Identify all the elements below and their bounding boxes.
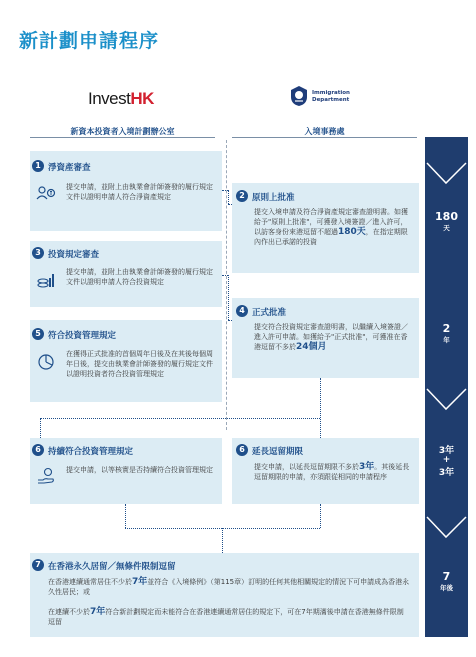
step-6-right-highlight: 3年 — [359, 462, 375, 472]
connector-to-6-right — [320, 378, 321, 438]
step-6-left-box — [30, 438, 222, 504]
step-7-title: 在香港永久居留／無條件限制逗留 — [48, 562, 176, 572]
step-7-line-1-highlight: 7年 — [132, 577, 148, 587]
step-6-right-title: 延長逗留期限 — [252, 447, 304, 457]
step-6-right-number: 6 — [236, 444, 248, 456]
step-7-line-2-pre: 在連續不少於 — [48, 608, 90, 616]
step-4-title: 正式批准 — [252, 308, 287, 318]
column-header-right: 入境事務處 — [304, 127, 345, 136]
step-6-right-box — [232, 438, 419, 504]
step-1-body: 提交申請，並附上由執業會計師簽發的履行規定文件以證明申請人符合淨資產規定 — [66, 183, 213, 201]
investhk-logo-suffix: HK — [130, 89, 154, 108]
step-1-title: 淨資產審查 — [48, 163, 91, 173]
connector-6-left-down — [125, 504, 126, 528]
connector-to-6-left — [40, 418, 41, 438]
timeline-180-unit: 天 — [443, 224, 450, 232]
timeline-7-value: 7 — [442, 570, 451, 583]
timeline-3-first: 3年 — [438, 446, 455, 456]
step-4-highlight: 24個月 — [296, 342, 327, 352]
connector-5-6-h — [40, 418, 320, 419]
step-6-right-body — [254, 462, 414, 482]
connector-to-7 — [222, 528, 223, 553]
connector-6-right-down — [320, 504, 321, 528]
step-2-highlight: 180天 — [338, 227, 366, 237]
pie-chart-icon — [36, 351, 56, 371]
step-2-body — [254, 207, 414, 247]
timeline-label-180days — [425, 210, 468, 232]
step-6-left-body: 提交申請，以等核實是否持續符合投資管理規定 — [66, 466, 213, 474]
step-4-box — [232, 298, 419, 378]
step-1-box — [30, 151, 222, 231]
step-2-box — [232, 183, 419, 273]
step-5-body: 在獲得正式批准的首個周年日後及在其後每個周年日後，提交由執業會計師簽發的履行規定文件以證明投資者符合投資管理規定 — [66, 350, 213, 378]
step-6-left-title: 持續符合投資管理規定 — [48, 447, 134, 457]
timeline-plus: + — [442, 455, 451, 465]
timeline-180-value: 180 — [435, 210, 458, 223]
timeline-label-3plus3 — [425, 443, 468, 478]
step-5-title: 符合投資管理規定 — [48, 331, 117, 341]
column-header-left: 新資本投資者入境計劃辦公室 — [70, 127, 175, 136]
immigration-logo-line2: Department — [312, 97, 350, 103]
step-7-box — [30, 553, 419, 637]
step-7-number: 7 — [32, 559, 44, 571]
timeline-3-second: 3年 — [438, 468, 455, 478]
step-5-box — [30, 320, 222, 402]
timeline-2-value: 2 — [442, 322, 451, 335]
investhk-logo — [88, 89, 154, 109]
step-2-body-post: ，在指定期限內作出已承諾的投資 — [254, 228, 408, 246]
page-title: 新計劃申請程序 — [19, 30, 160, 52]
investhk-logo-prefix: Invest — [88, 89, 131, 108]
step-7-line-2-highlight: 7年 — [90, 607, 106, 617]
timeline-7-unit: 年後 — [440, 584, 453, 592]
connector-3-4-h2 — [228, 320, 232, 321]
step-7-line-2 — [48, 607, 410, 627]
timeline-label-2years — [425, 322, 468, 344]
step-3-body: 提交申請，並附上由執業會計師簽發的履行規定文件以證明申請人符合投資規定 — [66, 268, 213, 286]
connector-1-2-h2 — [228, 204, 232, 205]
column-divider-right — [232, 137, 417, 138]
column-separator — [226, 140, 227, 430]
step-6-right-body-pre: 提交申請，以延長逗留期限不多於 — [254, 463, 359, 471]
step-7-line-2-post: 符合新計劃規定而未能符合在香港連續通常居住的規定下，可在7年期滿後申請在香港無條件限制逗留 — [48, 608, 404, 626]
step-5-number: 5 — [32, 328, 44, 340]
immigration-emblem-icon — [289, 85, 309, 107]
step-3-title: 投資規定審查 — [48, 250, 100, 260]
step-7-line-1-pre: 在香港連續通常居住不少於 — [48, 578, 132, 586]
immigration-logo-line1: Immigration — [312, 90, 350, 96]
coins-chart-icon — [36, 269, 56, 289]
step-3-number: 3 — [32, 247, 44, 259]
step-7-line-1-post: 並符合《入境條例》（第115章）訂明的任何其他相關規定的情況下可申請成為香港永久性居民；或 — [48, 578, 410, 596]
step-4-number: 4 — [236, 305, 248, 317]
step-2-body-pre: 提交入境申請及符合淨資產規定審查證明書。如獲給予"原則上批准"，可獲發入境簽證／進入許可，以訪客身份來港逗留不超過 — [254, 208, 408, 236]
step-4-body-pre: 提交符合投資規定審查證明書，以繼續入境簽證／進入許可申請。如獲給予"正式批准"，可獲准在香港逗留不多於 — [254, 323, 408, 351]
step-2-title: 原則上批准 — [252, 193, 295, 203]
connector-1-2-v — [228, 190, 229, 204]
step-1-number: 1 — [32, 160, 44, 172]
column-divider-left — [30, 137, 215, 138]
step-2-number: 2 — [236, 190, 248, 202]
step-7-line-1 — [48, 577, 410, 597]
timeline-label-7years — [425, 570, 468, 592]
step-3-box — [30, 241, 222, 307]
step-6-right-body-post: 。其後延長逗留期限的申請，亦須跟從相同的申請程序 — [254, 463, 410, 481]
timeline-2-unit: 年 — [443, 336, 450, 344]
step-4-body — [254, 322, 414, 352]
investment-people-icon — [36, 184, 56, 204]
connector-3-4-v — [228, 275, 229, 320]
hand-coin-icon — [36, 466, 56, 486]
step-6-left-number: 6 — [32, 444, 44, 456]
immigration-logo-text — [312, 90, 350, 104]
